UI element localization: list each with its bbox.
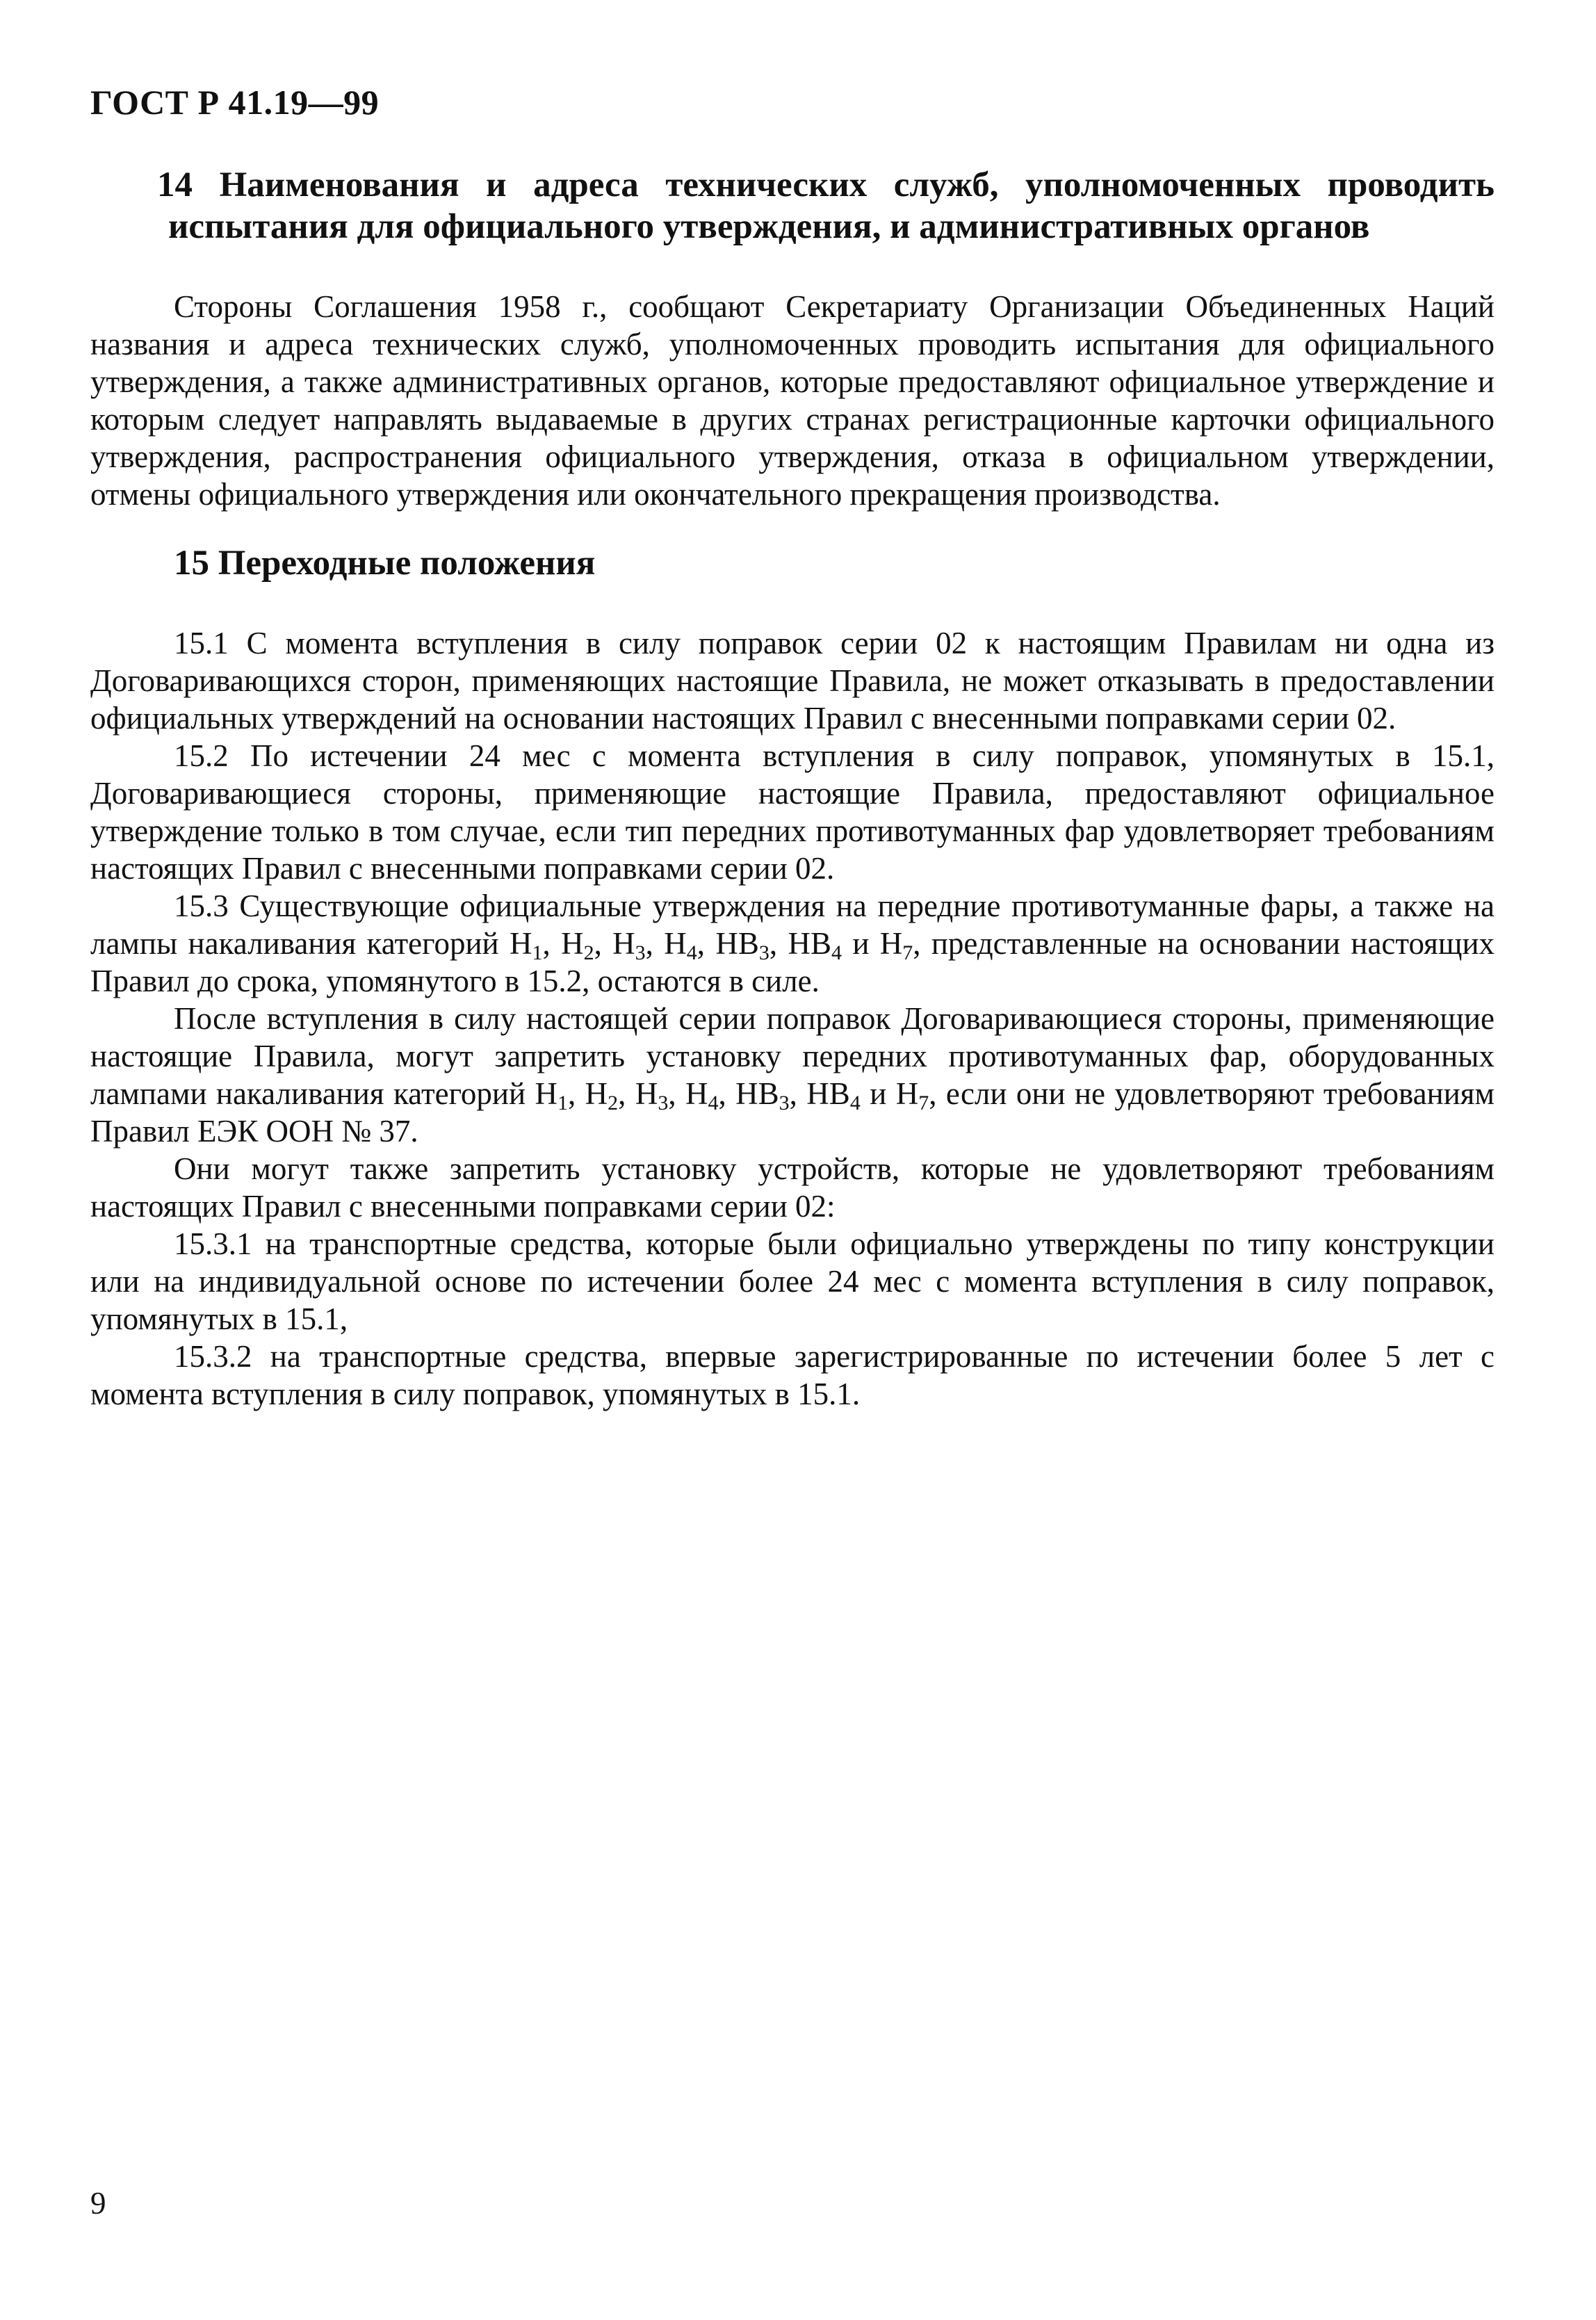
section-15-heading: 15 Переходные положения [174, 544, 596, 583]
paragraph-after-amendments [90, 1000, 1495, 1150]
paragraph-15-3-end: , представленные на основании настоящих Правил до срока, упомянутого в 15.2, остаются в силе. [90, 926, 1495, 998]
page-number: 9 [90, 2186, 106, 2221]
section-14-heading: 14 Наименования и адреса технических служб, уполномоченных проводить испытания для официального утверждения, и административных органов [157, 165, 1495, 246]
paragraph-15-2: 15.2 По истечении 24 мес с момента вступления в силу поправок, упомянутых в 15.1, Договаривающиеся стороны, применяющие настоящие Правила, предоставляют официальное утверждение только в том случае, если тип передних противотуманных фар удовлетворяет требованиям настоящих Правил с внесенными поправками серии 02. [90, 738, 1495, 886]
paragraph-15-3-start: 15.3 Существующие официальные утверждения на передние противотуманные фары, а также на лампы накаливания категорий [90, 889, 1495, 961]
paragraph-15-3 [90, 887, 1495, 1000]
paragraph-after-end: , если они не удовлетворяют требованиям Правил ЕЭК ООН № 37. [90, 1076, 1495, 1149]
paragraph-also-prohibit: Они могут также запретить установку устройств, которые не удовлетворяют требованиям настоящих Правил с внесенными поправками серии 02: [90, 1151, 1495, 1224]
section-14-paragraph: Стороны Соглашения 1958 г., сообщают Секретариату Организации Объединенных Наций названия и адреса технических служб, уполномоченных проводить испытания для официального утверждения, а также административных органов, которые предоставляют официальное утверждение и которым следует направлять выдаваемые в других странах регистрационные карточки официального утверждения, распространения официального утверждения, отказа в официальном утверждении, отмены официального утверждения или окончательного прекращения производства. [90, 289, 1495, 512]
paragraph-15-3-2: 15.3.2 на транспортные средства, впервые зарегистрированные по истечении более 5 лет с момента вступления в силу поправок, упомянутых в 15.1. [90, 1339, 1495, 1411]
document-body [90, 164, 1495, 1413]
lamp-category-list: $H_1$, $H_2$, $H_3$, $H_4$, $HB_3$, $HB_4$ и $H_7$ [509, 926, 913, 964]
paragraph-15-1: 15.1 С момента вступления в силу поправок серии 02 к настоящим Правилам ни одна из Договаривающихся сторон, применяющих настоящие Правила, не может отказывать в предоставлении официальных утверждений на основании настоящих Правил с внесенными поправками серии 02. [90, 626, 1495, 736]
document-code-header: ГОСТ Р 41.19—99 [90, 83, 380, 122]
lamp-category-list-2: $H_1$, $H_2$, $H_3$, $H_4$, $HB_3$, $HB_4$ и $H_7$ [535, 1076, 929, 1114]
paragraph-15-3-1: 15.3.1 на транспортные средства, которые были официально утверждены по типу конструкции или на индивидуальной основе по истечении более 24 мес с момента вступления в силу поправок, упомянутых в 15.1, [90, 1226, 1495, 1336]
paragraph-after-start: После вступления в силу настоящей серии поправок Договаривающиеся стороны, применяющие настоящие Правила, могут запретить установку передних противотуманных фар, оборудованных лампами накаливания категорий [90, 1001, 1495, 1111]
